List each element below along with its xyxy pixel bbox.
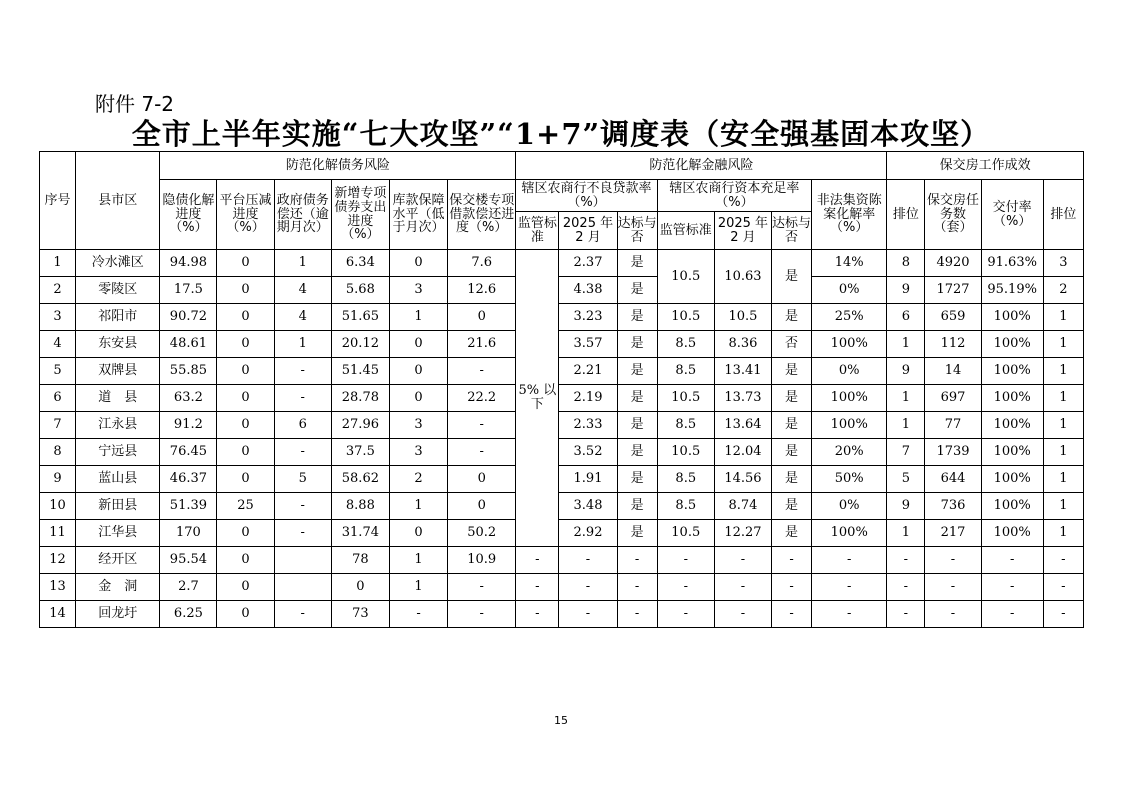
cell-npl: - (559, 574, 617, 601)
header-hidden-debt: 隐债化解进度（%） (160, 180, 217, 250)
cell-illegal-fund: 25% (812, 304, 887, 331)
cell-npl-meet: 是 (617, 493, 657, 520)
cell-gov-debt: - (274, 601, 331, 628)
cell-hidden-debt: 51.39 (160, 493, 217, 520)
cell-task-count: 112 (925, 331, 981, 358)
cell-npl-standard: - (516, 601, 559, 628)
cell-car-value: - (714, 574, 771, 601)
cell-npl-meet: 是 (617, 358, 657, 385)
cell-npl: 3.52 (559, 439, 617, 466)
cell-car-meet: 是 (772, 412, 812, 439)
cell-seq: 5 (40, 358, 76, 385)
cell-seq: 14 (40, 601, 76, 628)
cell-treasury: 0 (389, 520, 447, 547)
cell-seq: 6 (40, 385, 76, 412)
cell-npl: 4.38 (559, 277, 617, 304)
cell-new-bond: 51.45 (331, 358, 389, 385)
cell-delivery-rate: 100% (981, 385, 1043, 412)
cell-npl: 2.37 (559, 250, 617, 277)
cell-rank: 1 (887, 412, 925, 439)
cell-new-bond: 58.62 (331, 466, 389, 493)
cell-district: 新田县 (76, 493, 160, 520)
cell-rank: 5 (887, 466, 925, 493)
cell-gov-debt: - (274, 385, 331, 412)
cell-platform: 0 (217, 547, 274, 574)
cell-npl-meet: 是 (617, 412, 657, 439)
cell-delivery-rate: 91.63% (981, 250, 1043, 277)
cell-npl-meet: 是 (617, 439, 657, 466)
header-new-bond: 新增专项债券支出进度（%） (331, 180, 389, 250)
cell-new-bond: 8.88 (331, 493, 389, 520)
cell-rank: 7 (887, 439, 925, 466)
cell-district: 祁阳市 (76, 304, 160, 331)
table-row (40, 385, 1084, 412)
cell-delivery-rate: 100% (981, 466, 1043, 493)
cell-delivery-rate: 100% (981, 304, 1043, 331)
cell-car-value: 12.04 (714, 439, 771, 466)
cell-rank: 6 (887, 304, 925, 331)
cell-seq: 12 (40, 547, 76, 574)
cell-platform: 0 (217, 412, 274, 439)
cell-hidden-debt: 48.61 (160, 331, 217, 358)
cell-new-bond: 0 (331, 574, 389, 601)
cell-seq: 11 (40, 520, 76, 547)
cell-task-count: 659 (925, 304, 981, 331)
cell-npl-standard: - (516, 574, 559, 601)
cell-task-count: - (925, 547, 981, 574)
cell-new-bond: 73 (331, 601, 389, 628)
cell-treasury: 1 (389, 493, 447, 520)
cell-rank2: - (1043, 574, 1083, 601)
cell-task-count: - (925, 601, 981, 628)
cell-treasury: 3 (389, 439, 447, 466)
cell-treasury: 0 (389, 358, 447, 385)
cell-gov-debt: 5 (274, 466, 331, 493)
cell-platform: 0 (217, 331, 274, 358)
cell-npl: - (559, 601, 617, 628)
cell-npl-meet: - (617, 601, 657, 628)
cell-car-value: 12.27 (714, 520, 771, 547)
cell-district: 零陵区 (76, 277, 160, 304)
cell-platform: 0 (217, 574, 274, 601)
header-treasury: 库款保障水平（低于月次） (389, 180, 447, 250)
header-car-feb: 2025 年 2 月 (714, 212, 771, 250)
cell-gov-debt: 4 (274, 304, 331, 331)
cell-rank2: 1 (1043, 466, 1083, 493)
cell-illegal-fund: 100% (812, 331, 887, 358)
cell-illegal-fund: 0% (812, 493, 887, 520)
cell-rank2: 1 (1043, 493, 1083, 520)
cell-platform: 0 (217, 439, 274, 466)
header-group-housing: 保交房工作成效 (887, 152, 1084, 180)
cell-npl-meet: 是 (617, 277, 657, 304)
cell-npl: - (559, 547, 617, 574)
header-rank2: 排位 (1043, 180, 1083, 250)
cell-rank2: 1 (1043, 331, 1083, 358)
cell-gov-debt (274, 547, 331, 574)
cell-housing-loan: 22.2 (448, 385, 516, 412)
cell-new-bond: 27.96 (331, 412, 389, 439)
cell-seq: 2 (40, 277, 76, 304)
cell-task-count: 217 (925, 520, 981, 547)
cell-new-bond: 28.78 (331, 385, 389, 412)
header-group-debt: 防范化解债务风险 (160, 152, 516, 180)
header-task-count: 保交房任务数（套） (925, 180, 981, 250)
cell-gov-debt (274, 574, 331, 601)
page-number: 15 (554, 714, 568, 727)
cell-npl-standard: 5% 以下 (516, 250, 559, 547)
cell-car-standard: 8.5 (657, 466, 714, 493)
page-title: 全市上半年实施“七大攻坚”“1+7”调度表（安全强基固本攻坚） (131, 117, 991, 151)
cell-car-value: - (714, 547, 771, 574)
cell-rank2: 1 (1043, 439, 1083, 466)
header-npl-group: 辖区农商行不良贷款率（%） (516, 180, 657, 212)
cell-car-meet: 否 (772, 331, 812, 358)
cell-rank: 1 (887, 331, 925, 358)
header-group-finance: 防范化解金融风险 (516, 152, 887, 180)
cell-task-count: 77 (925, 412, 981, 439)
table-row (40, 277, 1084, 304)
table-row (40, 250, 1084, 277)
cell-treasury: 0 (389, 385, 447, 412)
cell-rank2: 2 (1043, 277, 1083, 304)
cell-illegal-fund: 100% (812, 520, 887, 547)
cell-seq: 13 (40, 574, 76, 601)
cell-seq: 7 (40, 412, 76, 439)
cell-illegal-fund: 0% (812, 277, 887, 304)
cell-npl-meet: 是 (617, 331, 657, 358)
cell-district: 东安县 (76, 331, 160, 358)
cell-gov-debt: - (274, 439, 331, 466)
cell-hidden-debt: 6.25 (160, 601, 217, 628)
cell-car-meet: - (772, 547, 812, 574)
cell-rank2: - (1043, 547, 1083, 574)
cell-hidden-debt: 95.54 (160, 547, 217, 574)
cell-npl: 3.48 (559, 493, 617, 520)
header-npl-meet: 达标与否 (617, 212, 657, 250)
header-delivery-rate: 交付率（%） (981, 180, 1043, 250)
header-gov-debt: 政府债务偿还（逾期月次） (274, 180, 331, 250)
cell-new-bond: 78 (331, 547, 389, 574)
cell-housing-loan: 0 (448, 493, 516, 520)
cell-car-standard: 8.5 (657, 331, 714, 358)
cell-rank2: 1 (1043, 385, 1083, 412)
cell-housing-loan: 7.6 (448, 250, 516, 277)
cell-task-count: 4920 (925, 250, 981, 277)
cell-hidden-debt: 46.37 (160, 466, 217, 493)
cell-seq: 3 (40, 304, 76, 331)
cell-gov-debt: 6 (274, 412, 331, 439)
table-row (40, 304, 1084, 331)
cell-seq: 8 (40, 439, 76, 466)
cell-car-standard: 10.5 (657, 439, 714, 466)
cell-car-value: 10.63 (714, 250, 771, 304)
cell-car-value: 10.5 (714, 304, 771, 331)
cell-platform: 0 (217, 601, 274, 628)
cell-housing-loan: 0 (448, 304, 516, 331)
cell-rank2: 1 (1043, 412, 1083, 439)
cell-treasury: 2 (389, 466, 447, 493)
table-row (40, 466, 1084, 493)
header-illegal-fund: 非法集资陈案化解率（%） (812, 180, 887, 250)
cell-car-value: 13.41 (714, 358, 771, 385)
cell-gov-debt: 1 (274, 331, 331, 358)
cell-rank: 8 (887, 250, 925, 277)
cell-hidden-debt: 55.85 (160, 358, 217, 385)
cell-illegal-fund: 0% (812, 358, 887, 385)
cell-platform: 0 (217, 466, 274, 493)
cell-car-standard: - (657, 601, 714, 628)
cell-treasury: - (389, 601, 447, 628)
cell-housing-loan: 50.2 (448, 520, 516, 547)
header-district: 县市区 (76, 152, 160, 250)
cell-npl-meet: - (617, 547, 657, 574)
cell-delivery-rate: 100% (981, 493, 1043, 520)
cell-rank2: 3 (1043, 250, 1083, 277)
cell-car-standard: 10.5 (657, 520, 714, 547)
cell-car-meet: 是 (772, 466, 812, 493)
cell-platform: 0 (217, 304, 274, 331)
cell-hidden-debt: 76.45 (160, 439, 217, 466)
cell-illegal-fund: 100% (812, 412, 887, 439)
cell-delivery-rate: 95.19% (981, 277, 1043, 304)
cell-hidden-debt: 91.2 (160, 412, 217, 439)
cell-rank: 9 (887, 493, 925, 520)
cell-car-standard: 10.5 (657, 385, 714, 412)
cell-rank: 9 (887, 358, 925, 385)
cell-rank: 1 (887, 385, 925, 412)
cell-treasury: 1 (389, 304, 447, 331)
cell-illegal-fund: 14% (812, 250, 887, 277)
cell-hidden-debt: 63.2 (160, 385, 217, 412)
cell-delivery-rate: 100% (981, 412, 1043, 439)
cell-car-standard: 8.5 (657, 412, 714, 439)
header-npl-feb: 2025 年 2 月 (559, 212, 617, 250)
cell-npl: 2.19 (559, 385, 617, 412)
cell-car-standard: - (657, 547, 714, 574)
cell-car-value: 8.74 (714, 493, 771, 520)
cell-car-standard: 10.5 (657, 304, 714, 331)
cell-car-meet: 是 (772, 493, 812, 520)
cell-task-count: 736 (925, 493, 981, 520)
attachment-label: 附件 7-2 (95, 92, 175, 116)
cell-gov-debt: - (274, 520, 331, 547)
cell-new-bond: 31.74 (331, 520, 389, 547)
cell-delivery-rate: 100% (981, 520, 1043, 547)
cell-task-count: 1727 (925, 277, 981, 304)
cell-illegal-fund: - (812, 601, 887, 628)
cell-npl: 2.33 (559, 412, 617, 439)
cell-district: 江永县 (76, 412, 160, 439)
cell-new-bond: 5.68 (331, 277, 389, 304)
cell-district: 宁远县 (76, 439, 160, 466)
cell-npl: 2.92 (559, 520, 617, 547)
cell-platform: 0 (217, 520, 274, 547)
cell-gov-debt: - (274, 493, 331, 520)
cell-hidden-debt: 170 (160, 520, 217, 547)
cell-car-meet: 是 (772, 439, 812, 466)
cell-illegal-fund: 50% (812, 466, 887, 493)
cell-district: 双牌县 (76, 358, 160, 385)
cell-rank2: 1 (1043, 304, 1083, 331)
cell-platform: 0 (217, 385, 274, 412)
cell-district: 江华县 (76, 520, 160, 547)
cell-npl-meet: 是 (617, 250, 657, 277)
cell-car-standard: - (657, 574, 714, 601)
cell-hidden-debt: 94.98 (160, 250, 217, 277)
cell-npl-meet: 是 (617, 385, 657, 412)
cell-npl: 1.91 (559, 466, 617, 493)
cell-treasury: 1 (389, 574, 447, 601)
table-row (40, 331, 1084, 358)
cell-car-meet: 是 (772, 385, 812, 412)
cell-hidden-debt: 2.7 (160, 574, 217, 601)
table-row (40, 439, 1084, 466)
cell-housing-loan: - (448, 574, 516, 601)
cell-hidden-debt: 17.5 (160, 277, 217, 304)
cell-task-count: 1739 (925, 439, 981, 466)
cell-housing-loan: 12.6 (448, 277, 516, 304)
cell-rank2: - (1043, 601, 1083, 628)
cell-car-meet: - (772, 601, 812, 628)
cell-car-meet: 是 (772, 358, 812, 385)
cell-delivery-rate: 100% (981, 331, 1043, 358)
cell-new-bond: 51.65 (331, 304, 389, 331)
cell-seq: 9 (40, 466, 76, 493)
table-row (40, 520, 1084, 547)
cell-housing-loan: - (448, 412, 516, 439)
table-row (40, 601, 1084, 628)
table-row (40, 493, 1084, 520)
cell-district: 金 洞 (76, 574, 160, 601)
cell-housing-loan: - (448, 439, 516, 466)
cell-treasury: 1 (389, 547, 447, 574)
cell-illegal-fund: 100% (812, 385, 887, 412)
cell-car-meet: 是 (772, 250, 812, 304)
cell-rank2: 1 (1043, 520, 1083, 547)
header-platform: 平台压减进度（%） (217, 180, 274, 250)
cell-new-bond: 6.34 (331, 250, 389, 277)
cell-npl-standard: - (516, 547, 559, 574)
cell-car-meet: 是 (772, 304, 812, 331)
cell-illegal-fund: 20% (812, 439, 887, 466)
cell-npl: 3.23 (559, 304, 617, 331)
cell-housing-loan: 10.9 (448, 547, 516, 574)
cell-housing-loan: 21.6 (448, 331, 516, 358)
cell-seq: 1 (40, 250, 76, 277)
cell-new-bond: 37.5 (331, 439, 389, 466)
cell-platform: 25 (217, 493, 274, 520)
cell-delivery-rate: - (981, 601, 1043, 628)
cell-npl-meet: 是 (617, 520, 657, 547)
cell-district: 回龙圩 (76, 601, 160, 628)
cell-car-standard: 8.5 (657, 358, 714, 385)
table-row (40, 574, 1084, 601)
cell-car-standard: 10.5 (657, 250, 714, 304)
cell-car-meet: - (772, 574, 812, 601)
cell-car-meet: 是 (772, 520, 812, 547)
cell-npl-meet: - (617, 574, 657, 601)
cell-gov-debt: 1 (274, 250, 331, 277)
cell-delivery-rate: 100% (981, 439, 1043, 466)
cell-illegal-fund: - (812, 574, 887, 601)
dispatch-table (39, 151, 1084, 628)
header-housing-loan: 保交楼专项借款偿还进度（%） (448, 180, 516, 250)
cell-seq: 10 (40, 493, 76, 520)
cell-district: 蓝山县 (76, 466, 160, 493)
cell-district: 道 县 (76, 385, 160, 412)
cell-district: 冷水滩区 (76, 250, 160, 277)
table-row (40, 412, 1084, 439)
cell-district: 经开区 (76, 547, 160, 574)
cell-task-count: 644 (925, 466, 981, 493)
cell-treasury: 3 (389, 412, 447, 439)
cell-npl-meet: 是 (617, 304, 657, 331)
header-rank: 排位 (887, 180, 925, 250)
cell-hidden-debt: 90.72 (160, 304, 217, 331)
cell-npl: 3.57 (559, 331, 617, 358)
cell-rank: - (887, 601, 925, 628)
cell-treasury: 3 (389, 277, 447, 304)
cell-car-value: 14.56 (714, 466, 771, 493)
header-car-group: 辖区农商行资本充足率（%） (657, 180, 811, 212)
cell-housing-loan: - (448, 601, 516, 628)
cell-rank: 9 (887, 277, 925, 304)
table-row (40, 358, 1084, 385)
cell-rank: - (887, 574, 925, 601)
cell-car-standard: 8.5 (657, 493, 714, 520)
cell-platform: 0 (217, 277, 274, 304)
header-seq: 序号 (40, 152, 76, 250)
cell-car-value: 8.36 (714, 331, 771, 358)
cell-task-count: 697 (925, 385, 981, 412)
cell-rank2: 1 (1043, 358, 1083, 385)
cell-housing-loan: 0 (448, 466, 516, 493)
cell-delivery-rate: - (981, 547, 1043, 574)
cell-task-count: 14 (925, 358, 981, 385)
cell-rank: - (887, 547, 925, 574)
cell-illegal-fund: - (812, 547, 887, 574)
cell-rank: 1 (887, 520, 925, 547)
cell-new-bond: 20.12 (331, 331, 389, 358)
cell-task-count: - (925, 574, 981, 601)
header-npl-standard: 监管标准 (516, 212, 559, 250)
cell-gov-debt: 4 (274, 277, 331, 304)
cell-car-value: 13.73 (714, 385, 771, 412)
cell-seq: 4 (40, 331, 76, 358)
cell-car-value: - (714, 601, 771, 628)
cell-platform: 0 (217, 250, 274, 277)
cell-car-value: 13.64 (714, 412, 771, 439)
header-car-standard: 监管标准 (657, 212, 714, 250)
cell-treasury: 0 (389, 331, 447, 358)
cell-npl: 2.21 (559, 358, 617, 385)
cell-gov-debt: - (274, 358, 331, 385)
cell-treasury: 0 (389, 250, 447, 277)
cell-housing-loan: - (448, 358, 516, 385)
cell-delivery-rate: - (981, 574, 1043, 601)
cell-npl-meet: 是 (617, 466, 657, 493)
cell-delivery-rate: 100% (981, 358, 1043, 385)
table-row (40, 547, 1084, 574)
cell-platform: 0 (217, 358, 274, 385)
header-car-meet: 达标与否 (772, 212, 812, 250)
